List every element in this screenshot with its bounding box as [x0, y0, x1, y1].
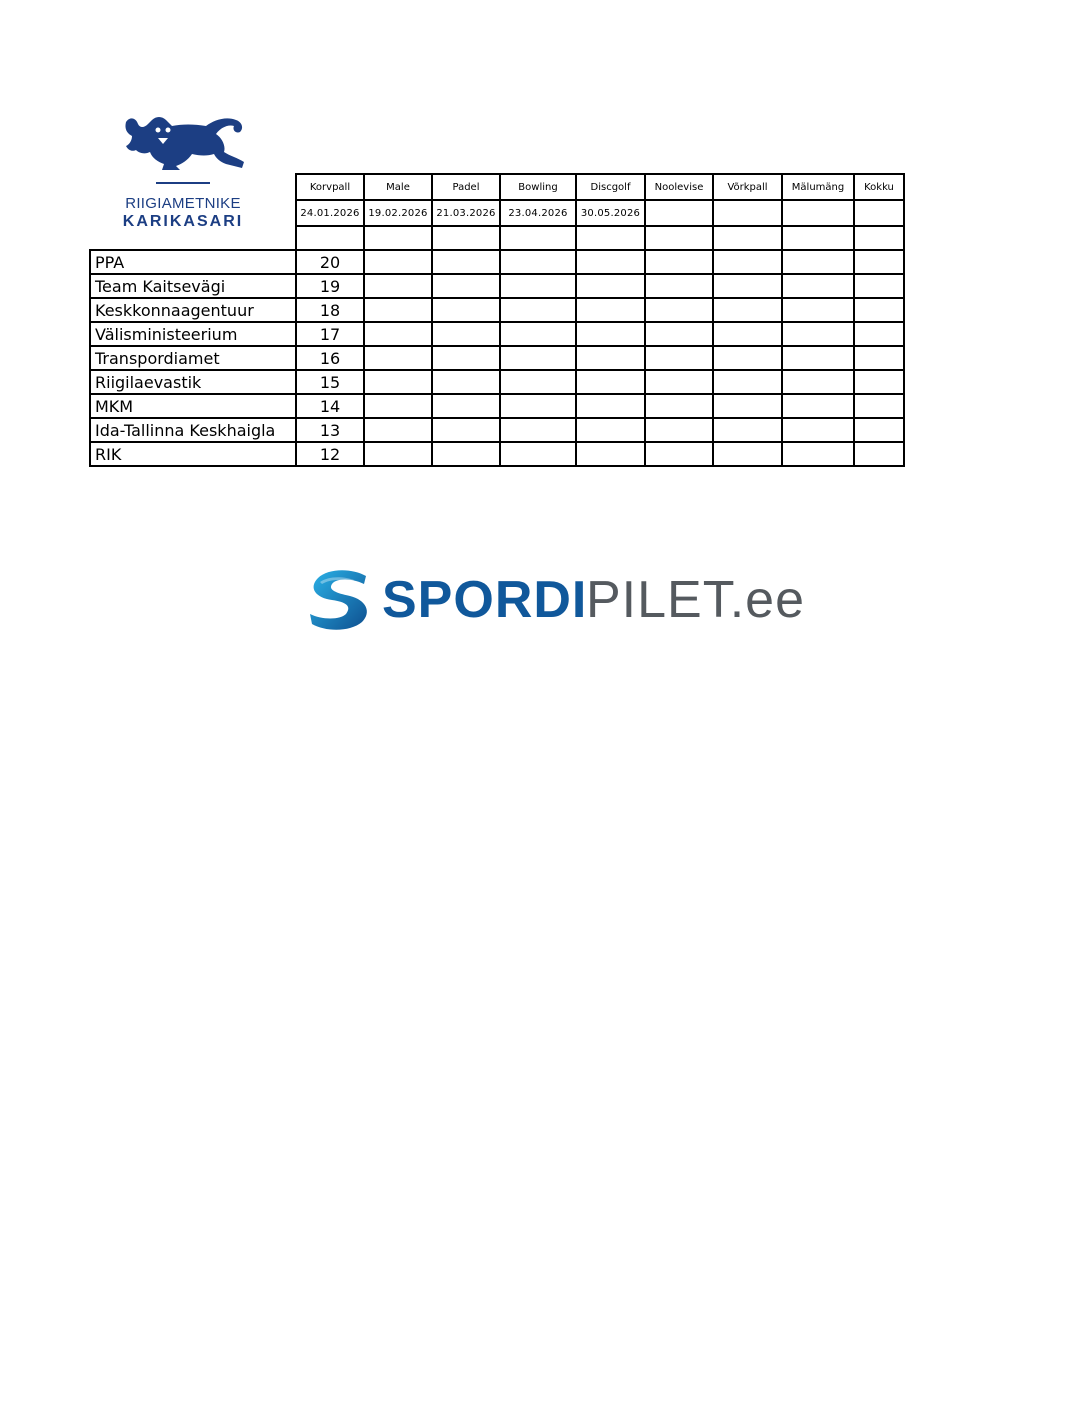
empty-cell [782, 394, 854, 418]
empty-cell [576, 394, 645, 418]
date-cell: 19.02.2026 [364, 200, 432, 226]
empty-cell [500, 250, 576, 274]
empty-cell [645, 346, 713, 370]
sponsor-name-bold: SPORDI [382, 571, 588, 629]
empty-cell [364, 394, 432, 418]
empty-cell [713, 274, 782, 298]
table-date-row [90, 200, 904, 226]
korvpall-points-cell: 13 [296, 418, 364, 442]
empty-cell [500, 346, 576, 370]
empty-corner-cell [90, 200, 296, 226]
team-name-cell: RIK [90, 442, 296, 466]
date-cell: 21.03.2026 [432, 200, 500, 226]
table-row [90, 274, 904, 298]
spordipilet-s-icon [306, 568, 374, 632]
empty-corner-cell [90, 174, 296, 200]
empty-cell [364, 274, 432, 298]
empty-cell [576, 442, 645, 466]
column-header: Mälumäng [782, 174, 854, 200]
empty-cell [364, 418, 432, 442]
empty-cell [782, 274, 854, 298]
empty-cell [500, 322, 576, 346]
table-spacer-row [90, 226, 904, 250]
empty-cell [432, 226, 500, 250]
empty-cell [500, 418, 576, 442]
empty-cell [854, 418, 904, 442]
empty-cell [782, 418, 854, 442]
korvpall-points-cell: 14 [296, 394, 364, 418]
empty-cell [854, 442, 904, 466]
team-name-cell: Ida-Tallinna Keskhaigla [90, 418, 296, 442]
team-name-cell: PPA [90, 250, 296, 274]
table-row [90, 418, 904, 442]
column-header: Võrkpall [713, 174, 782, 200]
empty-cell [432, 250, 500, 274]
empty-cell [713, 418, 782, 442]
empty-cell [576, 322, 645, 346]
spordipilet-logo [306, 568, 806, 638]
empty-corner-cell [90, 226, 296, 250]
empty-cell [432, 274, 500, 298]
empty-cell [854, 322, 904, 346]
empty-cell [645, 226, 713, 250]
empty-cell [364, 250, 432, 274]
empty-cell [576, 370, 645, 394]
team-name-cell: Transpordiamet [90, 346, 296, 370]
korvpall-points-cell: 12 [296, 442, 364, 466]
date-cell [782, 200, 854, 226]
table-row [90, 322, 904, 346]
table-header-row [90, 174, 904, 200]
column-header: Kokku [854, 174, 904, 200]
empty-cell [576, 274, 645, 298]
empty-cell [854, 226, 904, 250]
empty-cell [645, 370, 713, 394]
empty-cell [713, 370, 782, 394]
table-row [90, 298, 904, 322]
empty-cell [854, 274, 904, 298]
empty-cell [432, 322, 500, 346]
logo-title-line2: KARIKASARI [122, 213, 244, 230]
team-name-cell: MKM [90, 394, 296, 418]
empty-cell [782, 322, 854, 346]
empty-cell [854, 346, 904, 370]
sponsor-name-thin: PILET.ee [586, 571, 806, 629]
empty-cell [576, 346, 645, 370]
empty-cell [782, 346, 854, 370]
team-name-cell: Keskkonnaagentuur [90, 298, 296, 322]
empty-cell [713, 250, 782, 274]
empty-cell [500, 394, 576, 418]
empty-cell [854, 298, 904, 322]
empty-cell [364, 298, 432, 322]
empty-cell [713, 394, 782, 418]
empty-cell [432, 298, 500, 322]
empty-cell [432, 346, 500, 370]
empty-cell [364, 346, 432, 370]
date-cell: 30.05.2026 [576, 200, 645, 226]
empty-cell [854, 370, 904, 394]
korvpall-points-cell: 20 [296, 250, 364, 274]
empty-cell [713, 442, 782, 466]
empty-cell [364, 226, 432, 250]
empty-cell [432, 442, 500, 466]
column-header: Padel [432, 174, 500, 200]
empty-cell [432, 418, 500, 442]
team-name-cell: Välisministeerium [90, 322, 296, 346]
column-header: Noolevise [645, 174, 713, 200]
korvpall-points-cell: 18 [296, 298, 364, 322]
date-cell [645, 200, 713, 226]
empty-cell [576, 250, 645, 274]
empty-cell [645, 274, 713, 298]
korvpall-points-cell: 15 [296, 370, 364, 394]
empty-cell [432, 370, 500, 394]
empty-cell [645, 442, 713, 466]
table-row [90, 346, 904, 370]
team-name-cell: Riigilaevastik [90, 370, 296, 394]
table-row [90, 250, 904, 274]
korvpall-points-cell: 19 [296, 274, 364, 298]
column-header: Korvpall [296, 174, 364, 200]
empty-cell [364, 322, 432, 346]
korvpall-points-cell: 17 [296, 322, 364, 346]
empty-cell [500, 370, 576, 394]
team-name-cell: Team Kaitsevägi [90, 274, 296, 298]
empty-cell [645, 322, 713, 346]
empty-cell [782, 370, 854, 394]
empty-cell [645, 418, 713, 442]
team-rows [90, 250, 904, 466]
date-cell: 23.04.2026 [500, 200, 576, 226]
empty-cell [713, 346, 782, 370]
empty-cell [296, 226, 364, 250]
empty-cell [645, 250, 713, 274]
empty-cell [364, 370, 432, 394]
empty-cell [364, 442, 432, 466]
empty-cell [645, 298, 713, 322]
table-row [90, 442, 904, 466]
empty-cell [500, 274, 576, 298]
standings-table [89, 173, 905, 467]
empty-cell [576, 226, 645, 250]
empty-cell [713, 298, 782, 322]
empty-cell [854, 250, 904, 274]
table-row [90, 394, 904, 418]
column-header: Bowling [500, 174, 576, 200]
empty-cell [782, 226, 854, 250]
empty-cell [713, 322, 782, 346]
empty-cell [500, 226, 576, 250]
empty-cell [645, 394, 713, 418]
empty-cell [500, 298, 576, 322]
empty-cell [782, 250, 854, 274]
empty-cell [432, 394, 500, 418]
empty-cell [782, 442, 854, 466]
lion-icon [122, 112, 246, 172]
table-row [90, 370, 904, 394]
empty-cell [576, 298, 645, 322]
date-cell [713, 200, 782, 226]
empty-cell [500, 442, 576, 466]
empty-cell [713, 226, 782, 250]
column-header: Discgolf [576, 174, 645, 200]
column-header: Male [364, 174, 432, 200]
logo-title-line1: RIIGIAMETNIKE [125, 195, 241, 212]
date-cell [854, 200, 904, 226]
empty-cell [782, 298, 854, 322]
empty-cell [576, 418, 645, 442]
empty-cell [854, 394, 904, 418]
date-cell: 24.01.2026 [296, 200, 364, 226]
korvpall-points-cell: 16 [296, 346, 364, 370]
